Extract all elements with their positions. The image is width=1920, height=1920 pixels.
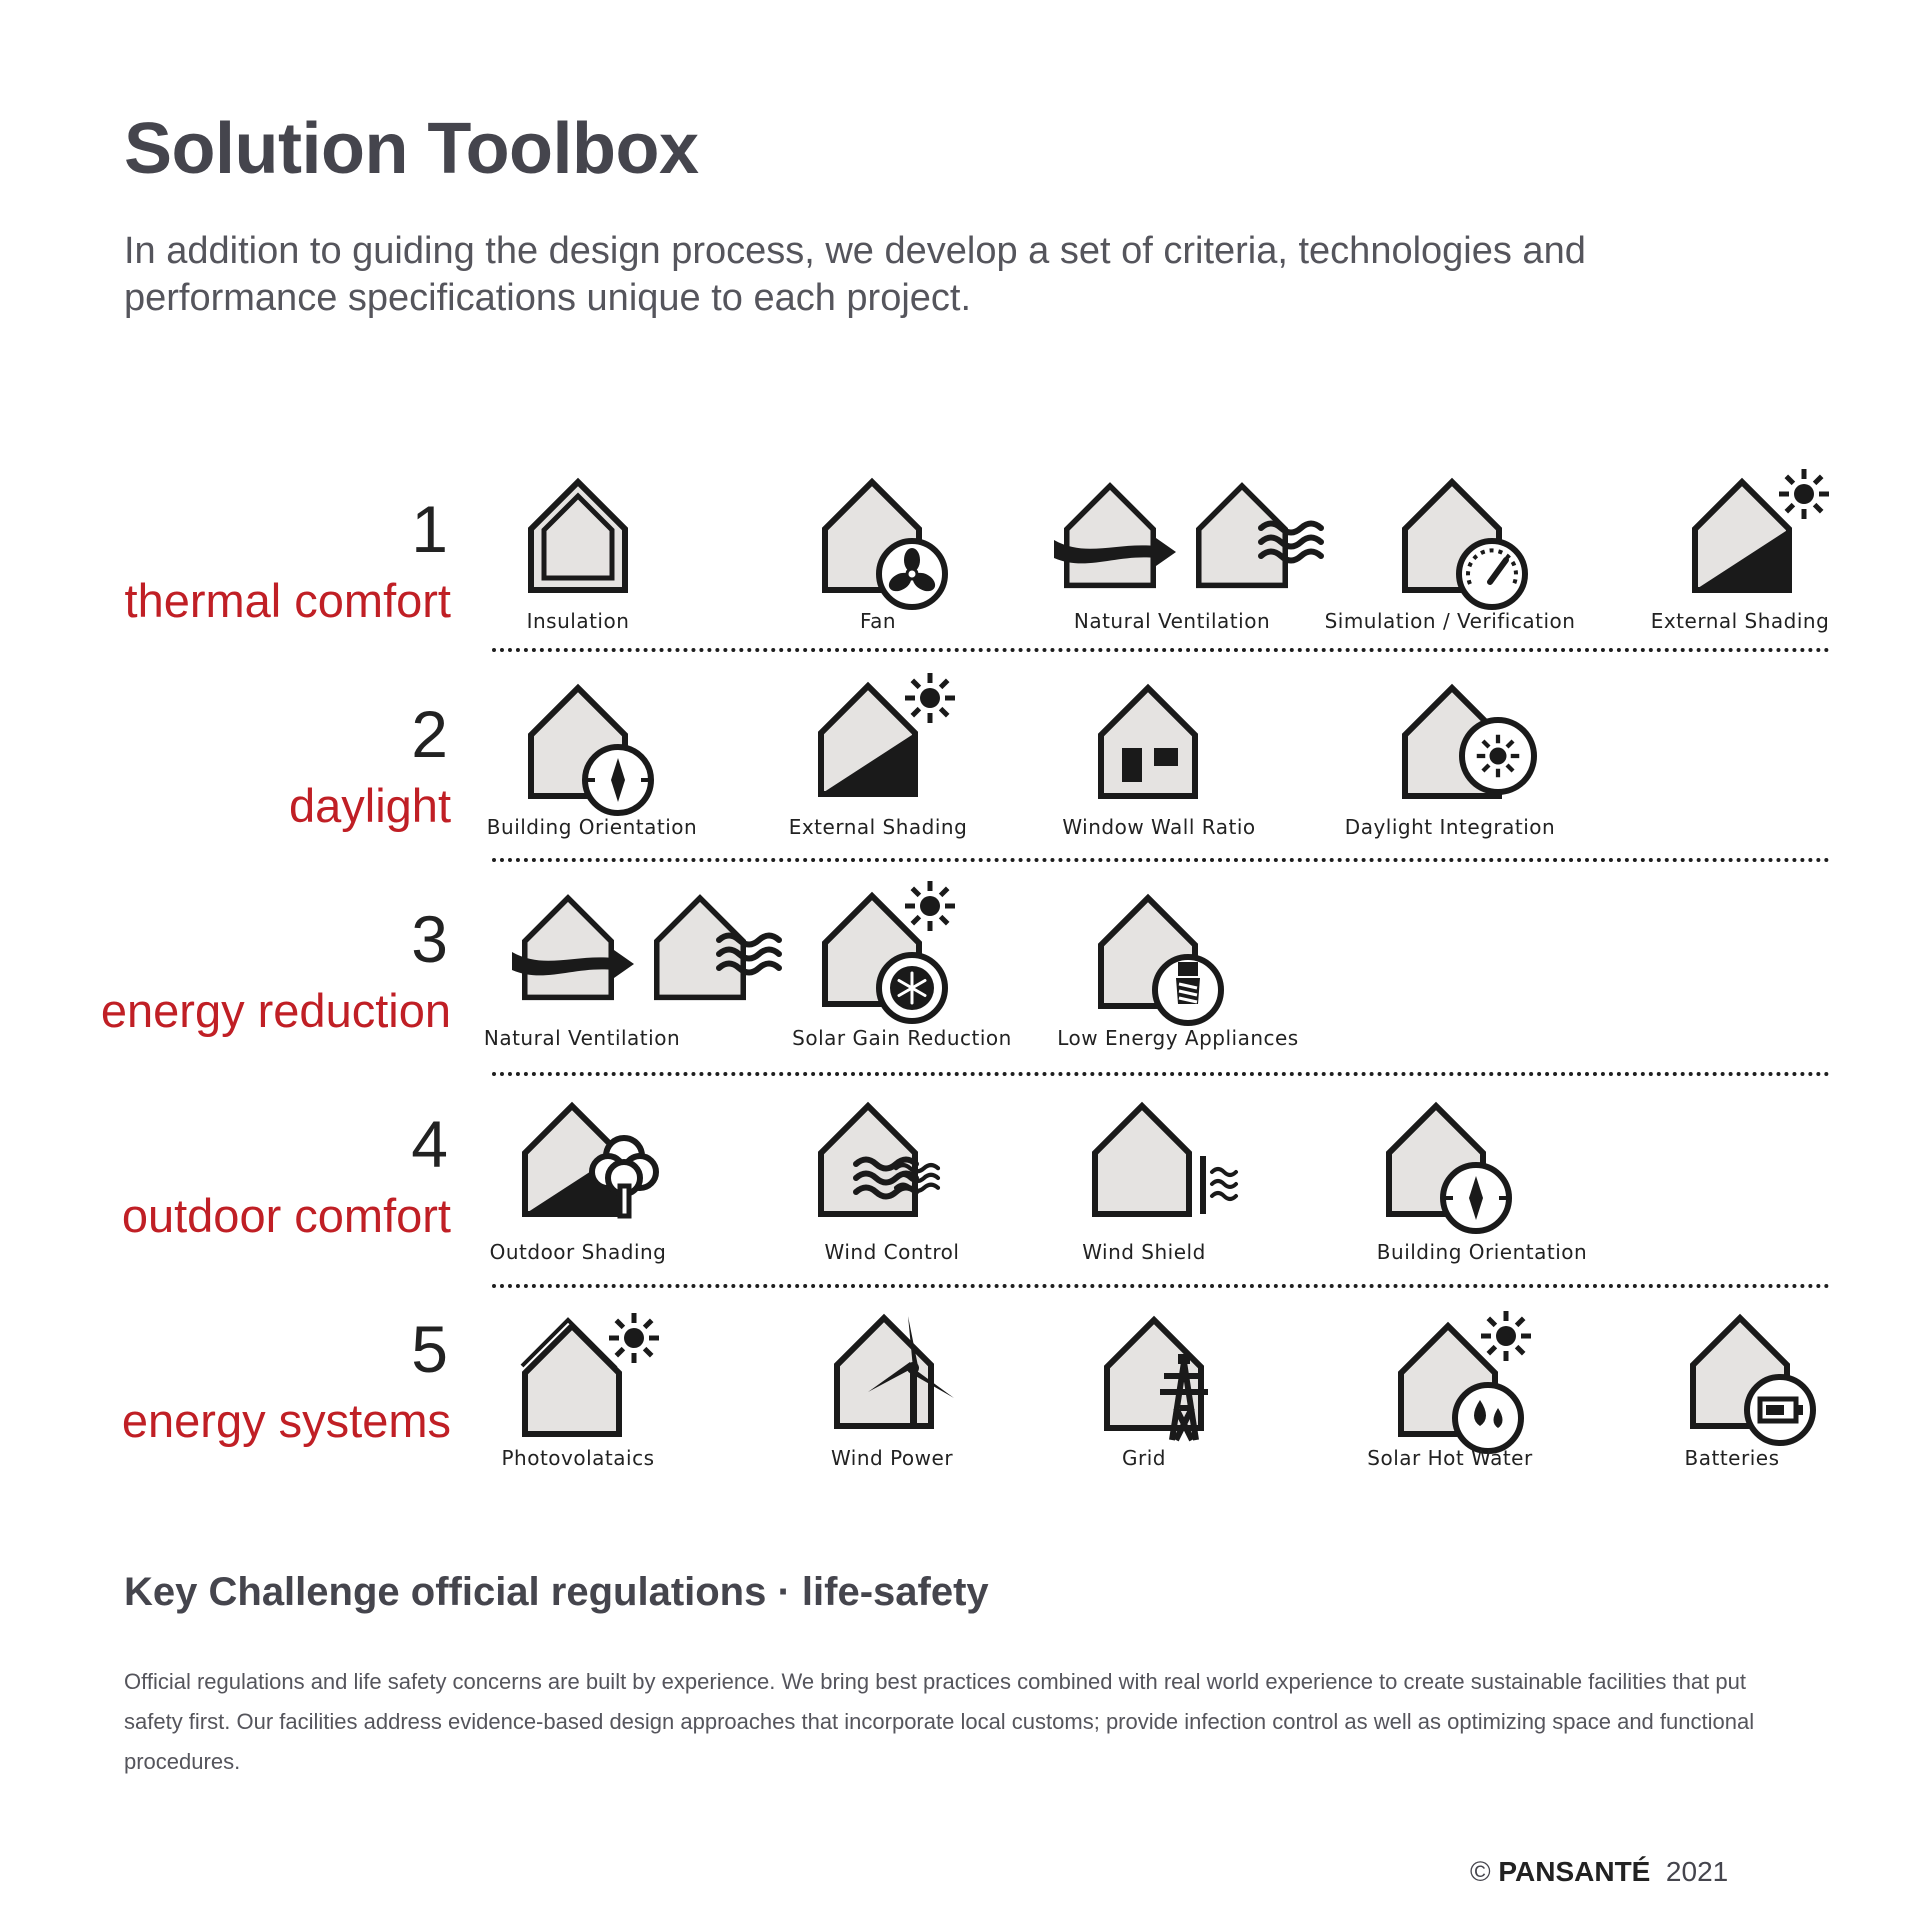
tool-label: Natural Ventilation xyxy=(483,1026,681,1050)
section-label: thermal comfort xyxy=(124,574,451,627)
tool-label: Building Orientation xyxy=(486,815,698,839)
tool-label: Daylight Integration xyxy=(1344,815,1556,839)
tool-label: Wind Shield xyxy=(1082,1240,1206,1264)
external-shading-icon xyxy=(808,660,958,810)
brand-name: PANSANTÉ xyxy=(1498,1856,1651,1887)
tree-icon xyxy=(512,1094,672,1234)
section-label: outdoor comfort xyxy=(121,1189,451,1242)
section-number: 3 xyxy=(411,902,448,976)
section-number: 2 xyxy=(411,697,448,771)
lightbulb-icon xyxy=(1088,886,1238,1026)
challenge-title: Key Challenge official regulations · life-safety xyxy=(124,1570,989,1614)
intro-text: In addition to guiding the design process, we develop a set of criteria, technologies and performance specifications unique to each project. xyxy=(124,230,1586,319)
section-label: energy reduction xyxy=(100,984,451,1037)
section-number: 1 xyxy=(411,492,448,566)
section-divider xyxy=(492,648,1830,652)
challenge-text: Official regulations and life safety concerns are built by experience. We bring best practices combined with real world experience to create sustainable facilities that put safety first. Our facilities address evidence-based design approaches that incorporate local customs; provide infection control as well as optimizing space and functional procedures. xyxy=(124,1669,1755,1774)
tool-label: Building Orientation xyxy=(1376,1240,1588,1264)
external-shading-icon xyxy=(1682,456,1832,606)
tool-label: Outdoor Shading xyxy=(489,1240,667,1264)
tool-label: Simulation / Verification xyxy=(1324,609,1576,633)
tool-label: Window Wall Ratio xyxy=(1062,815,1256,839)
wind-shield-icon xyxy=(1082,1094,1242,1224)
snowflake-icon xyxy=(812,870,962,1020)
footer xyxy=(1470,1856,1728,1888)
section-number: 4 xyxy=(411,1107,448,1181)
section-divider xyxy=(492,1072,1830,1076)
natural-ventilation-icon xyxy=(1046,470,1326,600)
tool-label: Fan xyxy=(859,609,897,633)
section-divider xyxy=(492,858,1830,862)
tool-label: External Shading xyxy=(788,815,968,839)
battery-icon xyxy=(1680,1306,1830,1446)
power-pylon-icon xyxy=(1094,1308,1244,1458)
wind-icon xyxy=(808,1094,968,1224)
compass-icon xyxy=(518,676,668,816)
solar-panel-icon xyxy=(512,1300,662,1450)
insulation-icon xyxy=(518,470,638,600)
section-label: energy systems xyxy=(121,1394,451,1447)
tool-label: Solar Gain Reduction xyxy=(792,1026,1012,1050)
tool-label: Insulation xyxy=(526,609,630,633)
wind-turbine-icon xyxy=(824,1306,974,1446)
daylight-icon xyxy=(1392,676,1542,816)
section-label: daylight xyxy=(289,779,451,832)
page-title: Solution Toolbox xyxy=(124,109,699,189)
tool-label: Low Energy Appliances xyxy=(1057,1026,1299,1050)
natural-ventilation-icon xyxy=(504,882,784,1012)
copyright-symbol: © xyxy=(1470,1856,1491,1887)
tool-label: External Shading xyxy=(1650,609,1830,633)
footer-year: 2021 xyxy=(1665,1856,1729,1887)
tool-label: Wind Control xyxy=(824,1240,960,1264)
window-icon xyxy=(1088,676,1208,806)
tool-label: Grid xyxy=(1122,1446,1166,1470)
tool-label: Natural Ventilation xyxy=(1073,609,1271,633)
section-divider xyxy=(492,1284,1830,1288)
water-drop-icon xyxy=(1388,1300,1538,1450)
tool-label: Solar Hot Water xyxy=(1367,1446,1533,1470)
tool-label: Photovolataics xyxy=(501,1446,655,1470)
tool-label: Batteries xyxy=(1684,1446,1780,1470)
section-number: 5 xyxy=(411,1312,448,1386)
tool-label: Wind Power xyxy=(830,1446,954,1470)
compass-icon xyxy=(1376,1094,1526,1234)
gauge-icon xyxy=(1392,470,1542,610)
fan-icon xyxy=(812,470,962,610)
